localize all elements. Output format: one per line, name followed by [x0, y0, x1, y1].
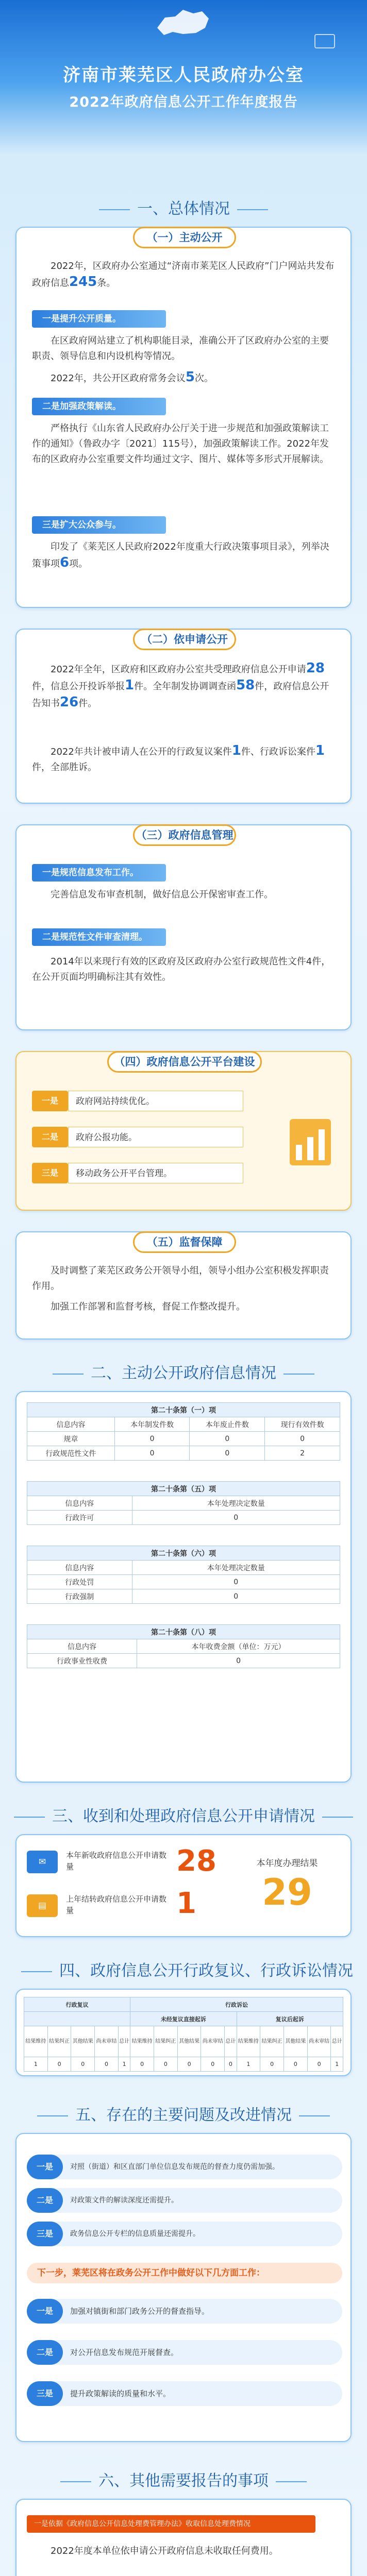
fix-text: 加强对镇街和部门政务公开的督查指导。: [70, 2307, 210, 2316]
fix-text: 对公开信息发布规范开展督查。: [70, 2348, 179, 2357]
table-row: 行政规范性文件 0 0 2: [27, 1446, 340, 1461]
table-row: 行政强制 0: [27, 1589, 340, 1604]
paragraph: 2022年共计被申请人在公开的行政复议案件1件、行政诉讼案件1件，全部胜诉。: [32, 743, 325, 773]
request-stats: [15, 1834, 352, 1937]
problem-text: 政务信息公开专栏的信息质量还需提升。: [70, 2230, 200, 2238]
stat-label: 本年新收政府信息公开申请数量: [66, 1851, 167, 1871]
section-title-overview: 一、总体情况: [0, 196, 367, 218]
subheading-bar: 二是规范性文件审查清理。: [32, 928, 166, 946]
stat-value: 1: [176, 1887, 196, 1920]
page-title: 济南市莱芜区人民政府办公室: [63, 65, 304, 86]
list-tag: 三是: [27, 2381, 63, 2406]
paragraph: 完善信息发布审查机制，做好信息公开保密审查工作。: [51, 889, 273, 900]
list-tag: 三是: [32, 1163, 68, 1183]
table-row: 1 0 0 0 1 0 0 0 0 0 1 0 0 0 1: [24, 2057, 343, 2072]
fix-item: [27, 2340, 342, 2365]
other-matters-card: [15, 2499, 352, 2576]
list-item: 政府公报功能。: [68, 1127, 243, 1147]
page-subtitle: 2022年政府信息公开工作年度报告: [69, 94, 298, 110]
problem-item: [27, 2155, 342, 2179]
section-title-problems: 五、存在的主要问题及改进情况: [0, 2102, 367, 2125]
list-tag: 二是: [27, 2188, 63, 2213]
review-table-card: [15, 1989, 352, 2076]
fix-item: [27, 2381, 342, 2406]
subheading-bar: 一是规范信息发布工作。: [32, 864, 166, 882]
chart-decor-icon: [285, 1109, 336, 1171]
paragraph: 及时调整了莱芜区政务公开领导小组，领导小组办公室积极发挥职责作用。: [32, 1265, 329, 1292]
table-row: 行政处罚 0: [27, 1575, 340, 1589]
card-info-management: [15, 824, 352, 1030]
table-item-6: 第二十条第（六）项 信息内容 本年处理决定数量 行政处罚 0 行政强制 0: [27, 1546, 340, 1604]
map-icon: [155, 7, 211, 37]
table-row: 行政许可 0: [27, 1511, 340, 1525]
card-pill: （三）政府信息管理: [133, 824, 236, 846]
archive-icon: ▤: [27, 1894, 58, 1917]
card-pill: （二）依申请公开: [133, 629, 236, 650]
card-supervision: [15, 1231, 352, 1340]
problems-card: [15, 2133, 352, 2442]
stat-value: 29: [262, 1871, 312, 1913]
stat-label: 上年结转政府信息公开申请数量: [66, 1894, 167, 1915]
table-item-5: 第二十条第（五）项 信息内容 本年处理决定数量 行政许可 0: [27, 1481, 340, 1525]
card-on-request: [15, 629, 352, 804]
paragraph: 印发了《莱芜区人民政府2022年度重大行政决策事项目录》，列举决策事项6项。: [32, 541, 329, 570]
subheading-bar: 一是依据《政府信息公开信息处理费管理办法》收取信息处理费情况: [27, 2515, 315, 2533]
list-tag: 一是: [27, 2155, 63, 2179]
paragraph: 2022年，共公开区政府常务会议5次。: [51, 369, 213, 385]
card-active-disclosure: [15, 227, 352, 608]
card-pill: （五）监督保障: [133, 1231, 236, 1253]
subheading-bar: 三是扩大公众参与。: [32, 516, 166, 534]
section-title-requests: 三、收到和处理政府信息公开申请情况: [0, 1803, 367, 1826]
paragraph: 严格执行《山东省人民政府办公厅关于进一步规范和加强政策解读工作的通知》（鲁政办字〔2021〕115号），加强政策解读工作。2022年发布的区政府办公室重要文件均通过文字、图片、媒体等多形式开展解读。: [32, 423, 329, 465]
list-tag: 三是: [27, 2222, 63, 2246]
paragraph: 在区政府网站建立了机构职能目录，准确公开了区政府办公室的主要职责、领导信息和内设机构等情况。: [32, 335, 329, 362]
disclosure-tables: [15, 1391, 352, 1783]
fix-text: 提升政策解读的质量和水平。: [70, 2389, 171, 2398]
table-item-8: 第二十条第（八）项 信息内容 本年收费金额（单位：万元） 行政事业性收费 0: [27, 1624, 340, 1668]
list-tag: 一是: [27, 2299, 63, 2324]
subheading-bar: 二是加强政策解读。: [32, 398, 166, 415]
section-title-active: 二、主动公开政府信息情况: [0, 1360, 367, 1383]
list-tag: 二是: [27, 2340, 63, 2365]
next-steps-banner: 下一步，莱芜区将在政务公开工作中做好以下几方面工作：: [27, 2263, 342, 2283]
fix-item: [27, 2299, 342, 2324]
list-tag: 一是: [32, 1091, 68, 1111]
paragraph: 2022年度本单位依申请公开政府信息未收取任何费用。: [51, 2546, 278, 2556]
problem-item: [27, 2222, 342, 2246]
paragraph: 加强工作部署和监督考核，督促工作整改提升。: [51, 1301, 245, 1312]
card-pill: （一）主动公开: [133, 227, 236, 248]
problem-item: [27, 2188, 342, 2213]
paragraph: 2014年以来现行有效的区政府及区政府办公室行政规范性文件4件，在公开页面均明确标注其有效性。: [32, 956, 331, 982]
table-row: 行政事业性收费 0: [27, 1654, 340, 1668]
problem-text: 对政策文件的解读深度还需提升。: [70, 2196, 178, 2205]
table-item-1: 第二十条第（一）项 信息内容 本年制发件数 本年废止件数 现行有效件数 规章 0 0 0 行政规范性文件 0 0 2: [27, 1402, 340, 1461]
section-title-other: 六、其他需要报告的事项: [0, 2468, 367, 2490]
stat-label: 本年度办理结果: [256, 1858, 318, 1869]
stat-value: 28: [176, 1844, 216, 1878]
paragraph: 2022年全年，区政府和区政府办公室共受理政府信息公开申请28件，信息公开投诉举报1件。全年制发协调调查函58件，政府信息公开告知书26件。: [32, 660, 329, 710]
list-item: 移动政务公开平台管理。: [68, 1163, 243, 1183]
card-platform: [15, 1051, 352, 1211]
list-tag: 二是: [32, 1127, 68, 1147]
section-title-review: 四、政府信息公开行政复议、行政诉讼情况: [0, 1958, 367, 1998]
list-item: 政府网站持续优化。: [68, 1091, 243, 1111]
problem-text: 对照（街道）和区直部门单位信息发布规范的督查力度仍需加强。: [70, 2163, 279, 2171]
table-row: 规章 0 0 0: [27, 1432, 340, 1446]
header-banner: [0, 0, 367, 149]
review-table: 行政复议 行政诉讼 未经复议直接起诉 复议后起诉 结果维持 结果纠正 其他结果 尚未审结 总计 结果维持 结果纠正 其他结果 尚未审结 总计 结果维持 结果纠正 其他结果 尚未审结 总计 1 0 0 0 1 0 0 0 0 0 1 0 0 0 1: [24, 1997, 343, 2072]
paragraph: 2022年，区政府办公室通过“济南市莱芜区人民政府”门户网站共发布政府信息245条。: [32, 261, 335, 290]
subheading-bar: 一是提升公开质量。: [32, 310, 166, 328]
doc-icon: ✉: [27, 1851, 58, 1873]
screen-icon: [314, 34, 335, 48]
card-pill: （四）政府信息公开平台建设: [107, 1051, 262, 1073]
